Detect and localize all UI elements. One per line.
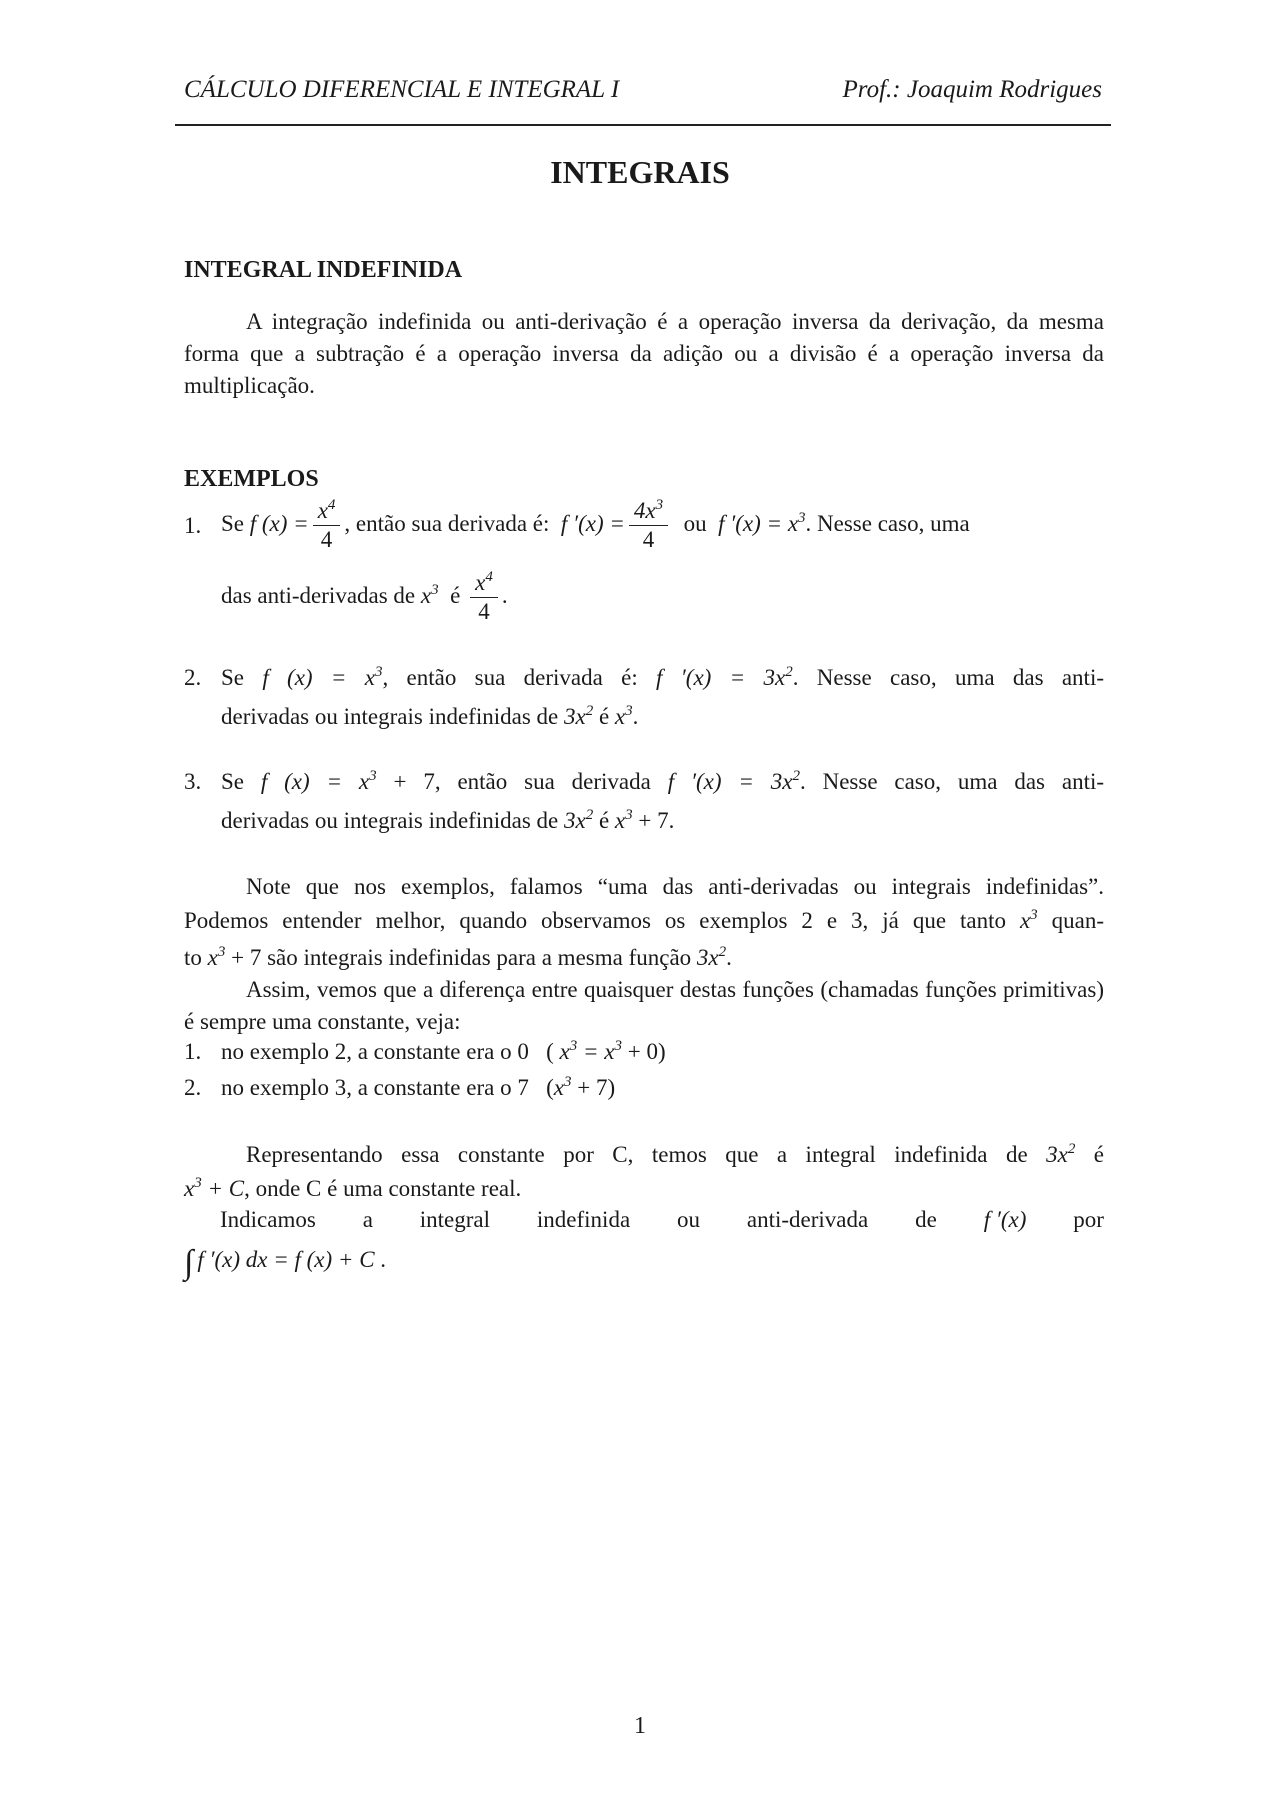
example-2-line-2: derivadas ou integrais indefinidas de $3x^2$ é $x^3$.	[221, 703, 639, 729]
list-item-2-number: 2.	[184, 1075, 202, 1100]
page-title: INTEGRAIS	[550, 154, 730, 190]
note-line-1: Note que nos exemplos, falamos “uma das anti-derivadas ou integrais indefinidas”.	[246, 874, 1104, 899]
example-3-number: 3.	[184, 769, 202, 794]
note-line-3: to $x^3 + 7$ são integrais indefinidas para a mesma função $3x^2$.	[184, 944, 732, 970]
note-line-2: Podemos entender melhor, quando observamos os exemplos 2 e 3, já que tanto $x^3$ quan-	[184, 907, 1105, 933]
header-course-title: CÁLCULO DIFERENCIAL E INTEGRAL I	[184, 76, 620, 103]
examples-heading: EXEMPLOS	[184, 466, 319, 492]
header-rule	[175, 124, 1111, 126]
example-1-line-2: das anti-derivadas de $x^3$ é $\frac{x^4}{4}$ .	[221, 569, 508, 625]
section-heading: INTEGRAL INDEFINIDA	[184, 257, 463, 283]
math-fpx: f ′(x) =	[560, 511, 625, 536]
example-1-number: 1.	[184, 513, 202, 538]
fraction-4x3-over-4: $\frac{4x^3}{4}$	[629, 497, 668, 554]
assim-paragraph: Assim, vemos que a diferença entre quaisquer destas funções (chamadas funções primitivas) é sempre uma constante, veja:	[184, 977, 1104, 1034]
example-3-line-1: Se f $(x) = x^3 + 7$, então sua derivada f $'(x) = 3x^2$. Nesse caso, uma das anti-	[221, 768, 1105, 794]
list-item-2: no exemplo 3, a constante era o 7 $(x^3 + 7)$	[221, 1074, 616, 1100]
list-item-1: no exemplo 2, a constante era o 0 ( $x^3 = x^3 + 0$)	[221, 1038, 666, 1064]
math-fpx-x3: f $'(x) = x^3$	[718, 510, 806, 536]
list-item-1-number: 1.	[184, 1039, 202, 1064]
integral-sign: ∫	[184, 1244, 194, 1281]
indicamos-line-1: Indicamos a integral indefinida ou anti-derivada de f ′(x) por	[220, 1207, 1104, 1232]
header-professor: Prof.: Joaquim Rodrigues	[842, 76, 1102, 103]
fraction-x4-over-4-b: $\frac{x^4}{4}$	[470, 569, 498, 626]
intro-paragraph: A integração indefinida ou anti-derivação é a operação inversa da derivação, da mesma forma que a subtração é a operação inversa da adição ou a divisão é a operação inversa da multiplicação.	[184, 309, 1104, 398]
repr-line-2: $x^3 + C$, onde C é uma constante real.	[184, 1175, 522, 1201]
fraction-x4-over-4: $\frac{x^4}{4}$	[313, 497, 341, 554]
math-fx: f (x) =	[249, 511, 309, 536]
example-1-line-1: Se f (x) = $\frac{x^4}{4}$ , então sua derivada é: f ′(x) = $\frac{4x^3}{4}$ ou f $'(x) = x^3$. Nesse caso, uma	[221, 497, 970, 553]
page-number: 1	[634, 1713, 646, 1739]
integral-formula: ∫ f ′(x) dx = f (x) + C .	[184, 1244, 387, 1281]
repr-line-1: Representando essa constante por C, temos que a integral indefinida de $3x^2$ é	[246, 1141, 1104, 1167]
example-3-line-2: derivadas ou integrais indefinidas de $3x^2$ é $x^3 + 7$.	[221, 807, 675, 833]
example-2-line-1: Se f $(x) = x^3$, então sua derivada é: f $'(x) = 3x^2$. Nesse caso, uma das anti-	[221, 664, 1104, 690]
example-2-number: 2.	[184, 665, 202, 690]
